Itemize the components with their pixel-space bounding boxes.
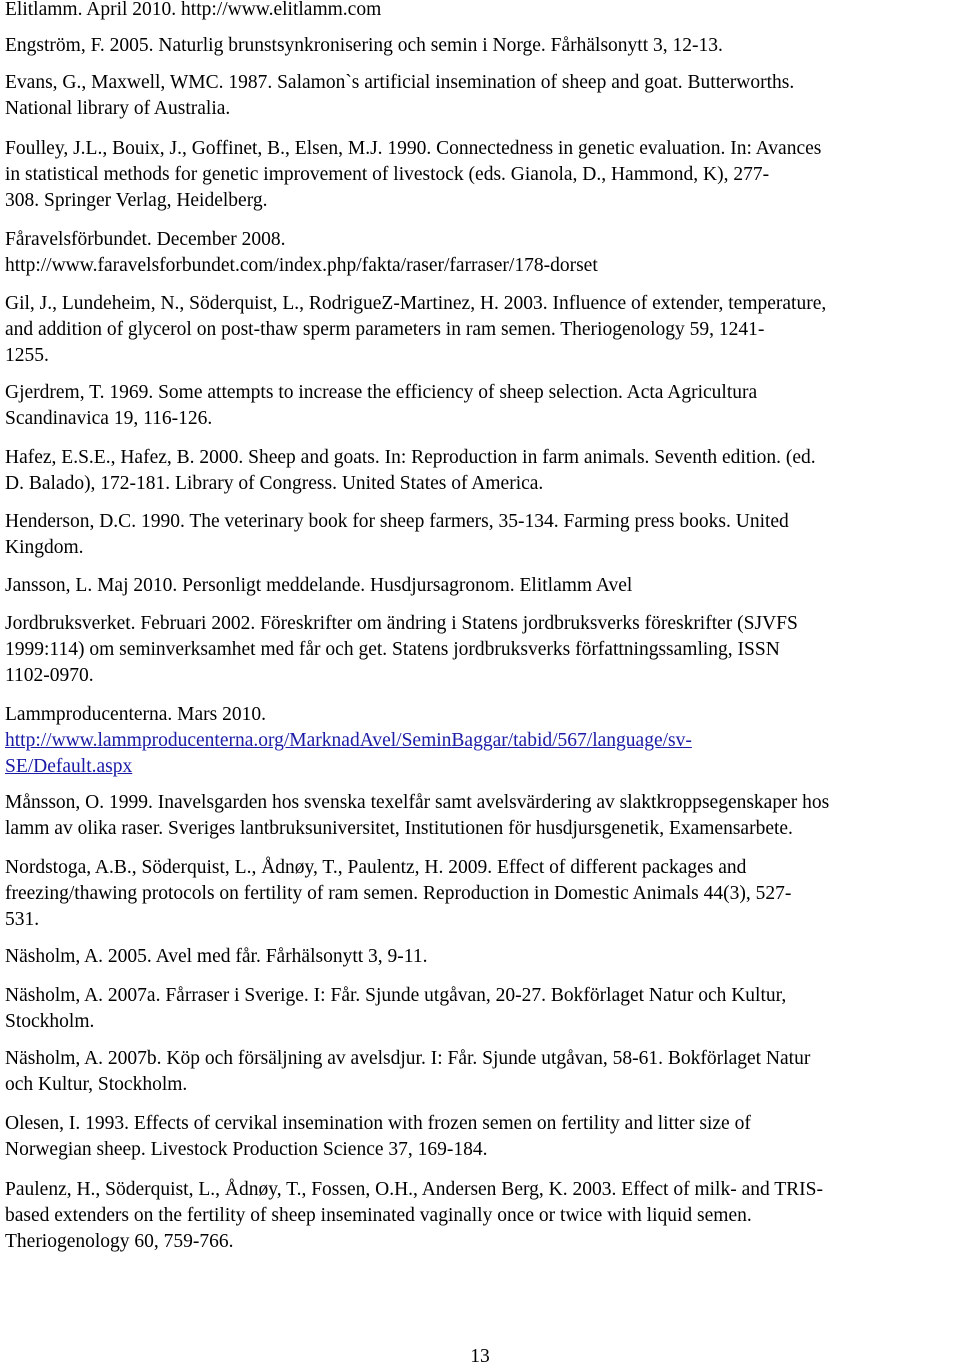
reference-line: Näsholm, A. 2007a. Fårraser i Sverige. I: Får. Sjunde utgåvan, 20-27. Bokförlaget Natur och Kultur,	[5, 985, 787, 1006]
reference-line: Norwegian sheep. Livestock Production Science 37, 169-184.	[5, 1139, 488, 1160]
reference-link[interactable]: http://www.lammproducenterna.org/MarknadAvel/SeminBaggar/tabid/567/language/sv-	[5, 730, 692, 751]
reference-line: Kingdom.	[5, 537, 84, 558]
reference-line: Henderson, D.C. 1990. The veterinary book for sheep farmers, 35-134. Farming press books. United	[5, 511, 789, 532]
reference-line: D. Balado), 172-181. Library of Congress. United States of America.	[5, 473, 544, 494]
reference-link[interactable]: SE/Default.aspx	[5, 756, 133, 777]
reference-entry	[5, 509, 960, 561]
reference-entry	[5, 855, 960, 933]
page-number: 13	[470, 1346, 490, 1367]
reference-line: Engström, F. 2005. Naturlig brunstsynkronisering och semin i Norge. Fårhälsonytt 3, 12-13.	[5, 35, 723, 56]
reference-line: Näsholm, A. 2005. Avel med får. Fårhälsonytt 3, 9-11.	[5, 946, 428, 967]
reference-line: Theriogenology 60, 759-766.	[5, 1231, 234, 1252]
reference-line: Olesen, I. 1993. Effects of cervikal insemination with frozen semen on fertility and litter size of	[5, 1113, 751, 1134]
reference-line: lamm av olika raser. Sveriges lantbruksuniversitet, Institutionen för husdjursgenetik, Examensarbete.	[5, 818, 793, 839]
reference-line: http://www.faravelsforbundet.com/index.php/fakta/raser/farraser/178-dorset	[5, 255, 598, 276]
reference-line: 308. Springer Verlag, Heidelberg.	[5, 190, 268, 211]
reference-line: Foulley, J.L., Bouix, J., Goffinet, B., Elsen, M.J. 1990. Connectedness in genetic evaluation. In: Avances	[5, 138, 822, 159]
reference-line: National library of Australia.	[5, 98, 231, 119]
reference-line: Gjerdrem, T. 1969. Some attempts to increase the efficiency of sheep selection. Acta Agricultura	[5, 382, 758, 403]
reference-entry	[5, 136, 960, 214]
reference-entry	[5, 0, 960, 23]
reference-entry	[5, 611, 960, 689]
reference-entry	[5, 1046, 960, 1098]
reference-line: Elitlamm. April 2010. http://www.elitlamm.com	[5, 0, 382, 20]
reference-entry	[5, 227, 960, 279]
reference-link-line	[5, 728, 960, 754]
reference-line: Stockholm.	[5, 1011, 95, 1032]
reference-line: Jordbruksverket. Februari 2002. Föreskrifter om ändring i Statens jordbruksverks föreskrifter (SJVFS	[5, 613, 798, 634]
reference-line: Näsholm, A. 2007b. Köp och försäljning av avelsdjur. I: Får. Sjunde utgåvan, 58-61. Bokförlaget Natur	[5, 1048, 811, 1069]
reference-line: based extenders on the fertility of sheep inseminated vaginally once or twice with liquid semen.	[5, 1205, 752, 1226]
reference-line: Scandinavica 19, 116-126.	[5, 408, 213, 429]
reference-entry	[5, 1177, 960, 1255]
reference-line: och Kultur, Stockholm.	[5, 1074, 188, 1095]
reference-line: Fåravelsförbundet. December 2008.	[5, 229, 286, 250]
reference-entry	[5, 790, 960, 842]
reference-entry	[5, 380, 960, 432]
reference-entry	[5, 70, 960, 122]
reference-line: Månsson, O. 1999. Inavelsgarden hos svenska texelfår samt avelsvärdering av slaktkroppsegenskaper hos	[5, 792, 830, 813]
reference-link-line	[5, 754, 960, 780]
reference-line: 531.	[5, 909, 40, 930]
reference-entry	[5, 573, 960, 599]
reference-line: Hafez, E.S.E., Hafez, B. 2000. Sheep and goats. In: Reproduction in farm animals. Seventh edition. (ed.	[5, 447, 816, 468]
reference-entry	[5, 983, 960, 1035]
reference-entry	[5, 291, 960, 369]
reference-line: Jansson, L. Maj 2010. Personligt meddelande. Husdjursagronom. Elitlamm Avel	[5, 575, 633, 596]
reference-line: 1999:114) om seminverksamhet med får och get. Statens jordbruksverks författningssamling, ISSN	[5, 639, 780, 660]
reference-entry	[5, 1111, 960, 1163]
reference-line: and addition of glycerol on post-thaw sperm parameters in ram semen. Theriogenology 59, 1241-	[5, 319, 765, 340]
reference-line: Lammproducenterna. Mars 2010.	[5, 704, 267, 725]
reference-line: Nordstoga, A.B., Söderquist, L., Ådnøy, T., Paulentz, H. 2009. Effect of different packages and	[5, 857, 747, 878]
reference-line: Paulenz, H., Söderquist, L., Ådnøy, T., Fossen, O.H., Andersen Berg, K. 2003. Effect of milk- and TRIS-	[5, 1179, 824, 1200]
reference-entry	[5, 445, 960, 497]
reference-entry	[5, 702, 960, 780]
reference-line: Evans, G., Maxwell, WMC. 1987. Salamon`s artificial insemination of sheep and goat. Butterworths.	[5, 72, 795, 93]
reference-line: 1255.	[5, 345, 49, 366]
reference-line: 1102-0970.	[5, 665, 94, 686]
reference-line: freezing/thawing protocols on fertility of ram semen. Reproduction in Domestic Animals 44(3), 527-	[5, 883, 792, 904]
reference-entry	[5, 944, 960, 970]
reference-line: Gil, J., Lundeheim, N., Söderquist, L., RodrigueZ-Martinez, H. 2003. Influence of extender, temperature,	[5, 293, 827, 314]
reference-line: in statistical methods for genetic improvement of livestock (eds. Gianola, D., Hammond, K), 277-	[5, 164, 770, 185]
reference-entry	[5, 33, 960, 59]
